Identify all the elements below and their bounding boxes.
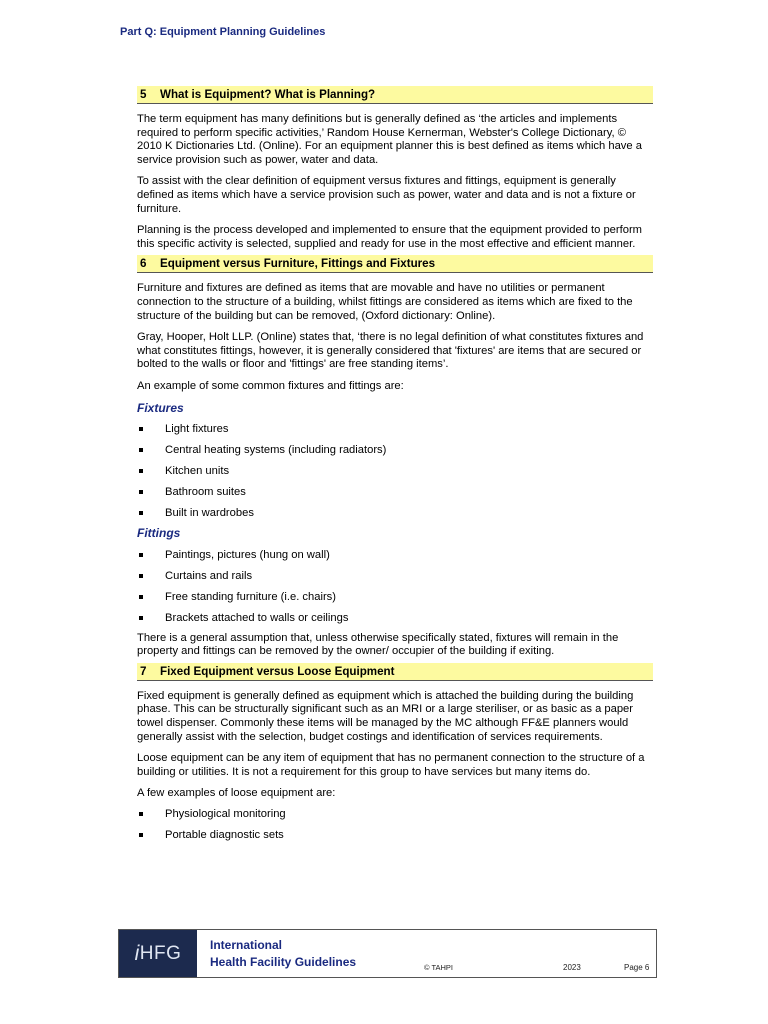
footer-page-number: Page 6 xyxy=(624,963,650,972)
bullet-icon xyxy=(139,574,143,578)
bullet-icon xyxy=(139,812,143,816)
list-item: Brackets attached to walls or ceilings xyxy=(137,611,653,632)
paragraph: The term equipment has many definitions but is generally defined as ‘the articles and implements required to perform specific activities,’ Random House Kernerman, Webster's College Dictionary, © 2010 K Dictionaries Ltd. (Online). For an equipment planner this is best defined as items which have a service provision such as power, water and data. xyxy=(137,113,642,166)
bullet-icon xyxy=(139,469,143,473)
bullet-icon xyxy=(139,490,143,494)
paragraph: Loose equipment can be any item of equipment that has no permanent connection to the structure of a building or utilities. It is not a requirement for this group to have services but many items do. xyxy=(137,752,645,778)
paragraph: To assist with the clear definition of equipment versus fixtures and fittings, equipment is generally defined as items which have a service provision such as power, water and data and is not a fixture or furniture. xyxy=(137,175,636,215)
section-7-heading xyxy=(137,663,653,681)
list-item: Central heating systems (including radiators) xyxy=(137,443,653,464)
paragraph: Gray, Hooper, Holt LLP. (Online) states that, ‘there is no legal definition of what constitutes fixtures and what constitutes fittings, however, it is generally considered that 'fixtures' are items that are secured or bolted to the walls or floor and 'fittings' are free standing items’. xyxy=(137,331,644,371)
section-title: What is Equipment? What is Planning? xyxy=(160,88,376,101)
section-number: 6 xyxy=(140,257,147,271)
ihfg-logo: i HFG xyxy=(119,930,197,977)
paragraph: Furniture and fixtures are defined as items that are movable and have no utilities or permanent connection to the structure of a building, whilst fittings are considered as items which are fixed to the structure of the building but can be removed, (Oxford dictionary: Online). xyxy=(137,282,633,322)
loose-equipment-list xyxy=(137,807,653,849)
list-item: Bathroom suites xyxy=(137,485,653,506)
org-line-1: International xyxy=(210,938,283,952)
list-item: Built in wardrobes xyxy=(137,506,653,527)
bullet-icon xyxy=(139,616,143,620)
paragraph: Fixed equipment is generally defined as equipment which is attached the building during the building phase. This can be structurally significant such as an MRI or a large steriliser, or as basic as a paper towel dispenser. Commonly these items will be managed by the MC although FF&E planners would generally assist with the selection, budget costings and identification of services requirements. xyxy=(137,689,634,743)
bullet-icon xyxy=(139,595,143,599)
fixtures-list xyxy=(137,422,653,527)
footer-copyright: © TAHPI xyxy=(424,963,454,972)
section-number: 7 xyxy=(140,664,147,678)
bullet-icon xyxy=(139,427,143,431)
org-line-2: Health Facility Guidelines xyxy=(210,955,357,969)
paragraph: There is a general assumption that, unless otherwise specifically stated, fixtures will remain in the property and fittings can be removed by the owner/ occupier of the building if exiting. xyxy=(137,631,619,658)
list-item: Free standing furniture (i.e. chairs) xyxy=(137,590,653,611)
list-item: Paintings, pictures (hung on wall) xyxy=(137,548,653,569)
bullet-icon xyxy=(139,448,143,452)
fittings-subheading: Fittings xyxy=(137,526,181,541)
fixtures-subheading: Fixtures xyxy=(137,400,184,415)
section-5-heading xyxy=(137,86,653,104)
section-number: 5 xyxy=(140,88,147,101)
paragraph: Planning is the process developed and implemented to ensure that the equipment provided to perform this specific activity is selected, supplied and ready for use in the most effective and efficient manner. xyxy=(137,224,642,250)
paragraph: A few examples of loose equipment are: xyxy=(137,787,336,800)
bullet-icon xyxy=(139,511,143,515)
page-content xyxy=(137,86,653,849)
list-item: Curtains and rails xyxy=(137,569,653,590)
section-title: Equipment versus Furniture, Fittings and Fixtures xyxy=(160,257,436,271)
document-header-title: Part Q: Equipment Planning Guidelines xyxy=(120,26,326,38)
list-item: Light fixtures xyxy=(137,422,653,443)
bullet-icon xyxy=(139,553,143,557)
footer-organization xyxy=(197,930,410,977)
list-item: Portable diagnostic sets xyxy=(137,828,653,849)
list-item: Physiological monitoring xyxy=(137,807,653,828)
page-footer xyxy=(118,929,657,978)
section-6-heading xyxy=(137,255,653,273)
section-title: Fixed Equipment versus Loose Equipment xyxy=(160,664,395,678)
bullet-icon xyxy=(139,833,143,837)
fittings-list xyxy=(137,548,653,632)
list-item: Kitchen units xyxy=(137,464,653,485)
paragraph: An example of some common fixtures and fittings are: xyxy=(137,379,404,392)
footer-year: 2023 xyxy=(563,963,581,972)
